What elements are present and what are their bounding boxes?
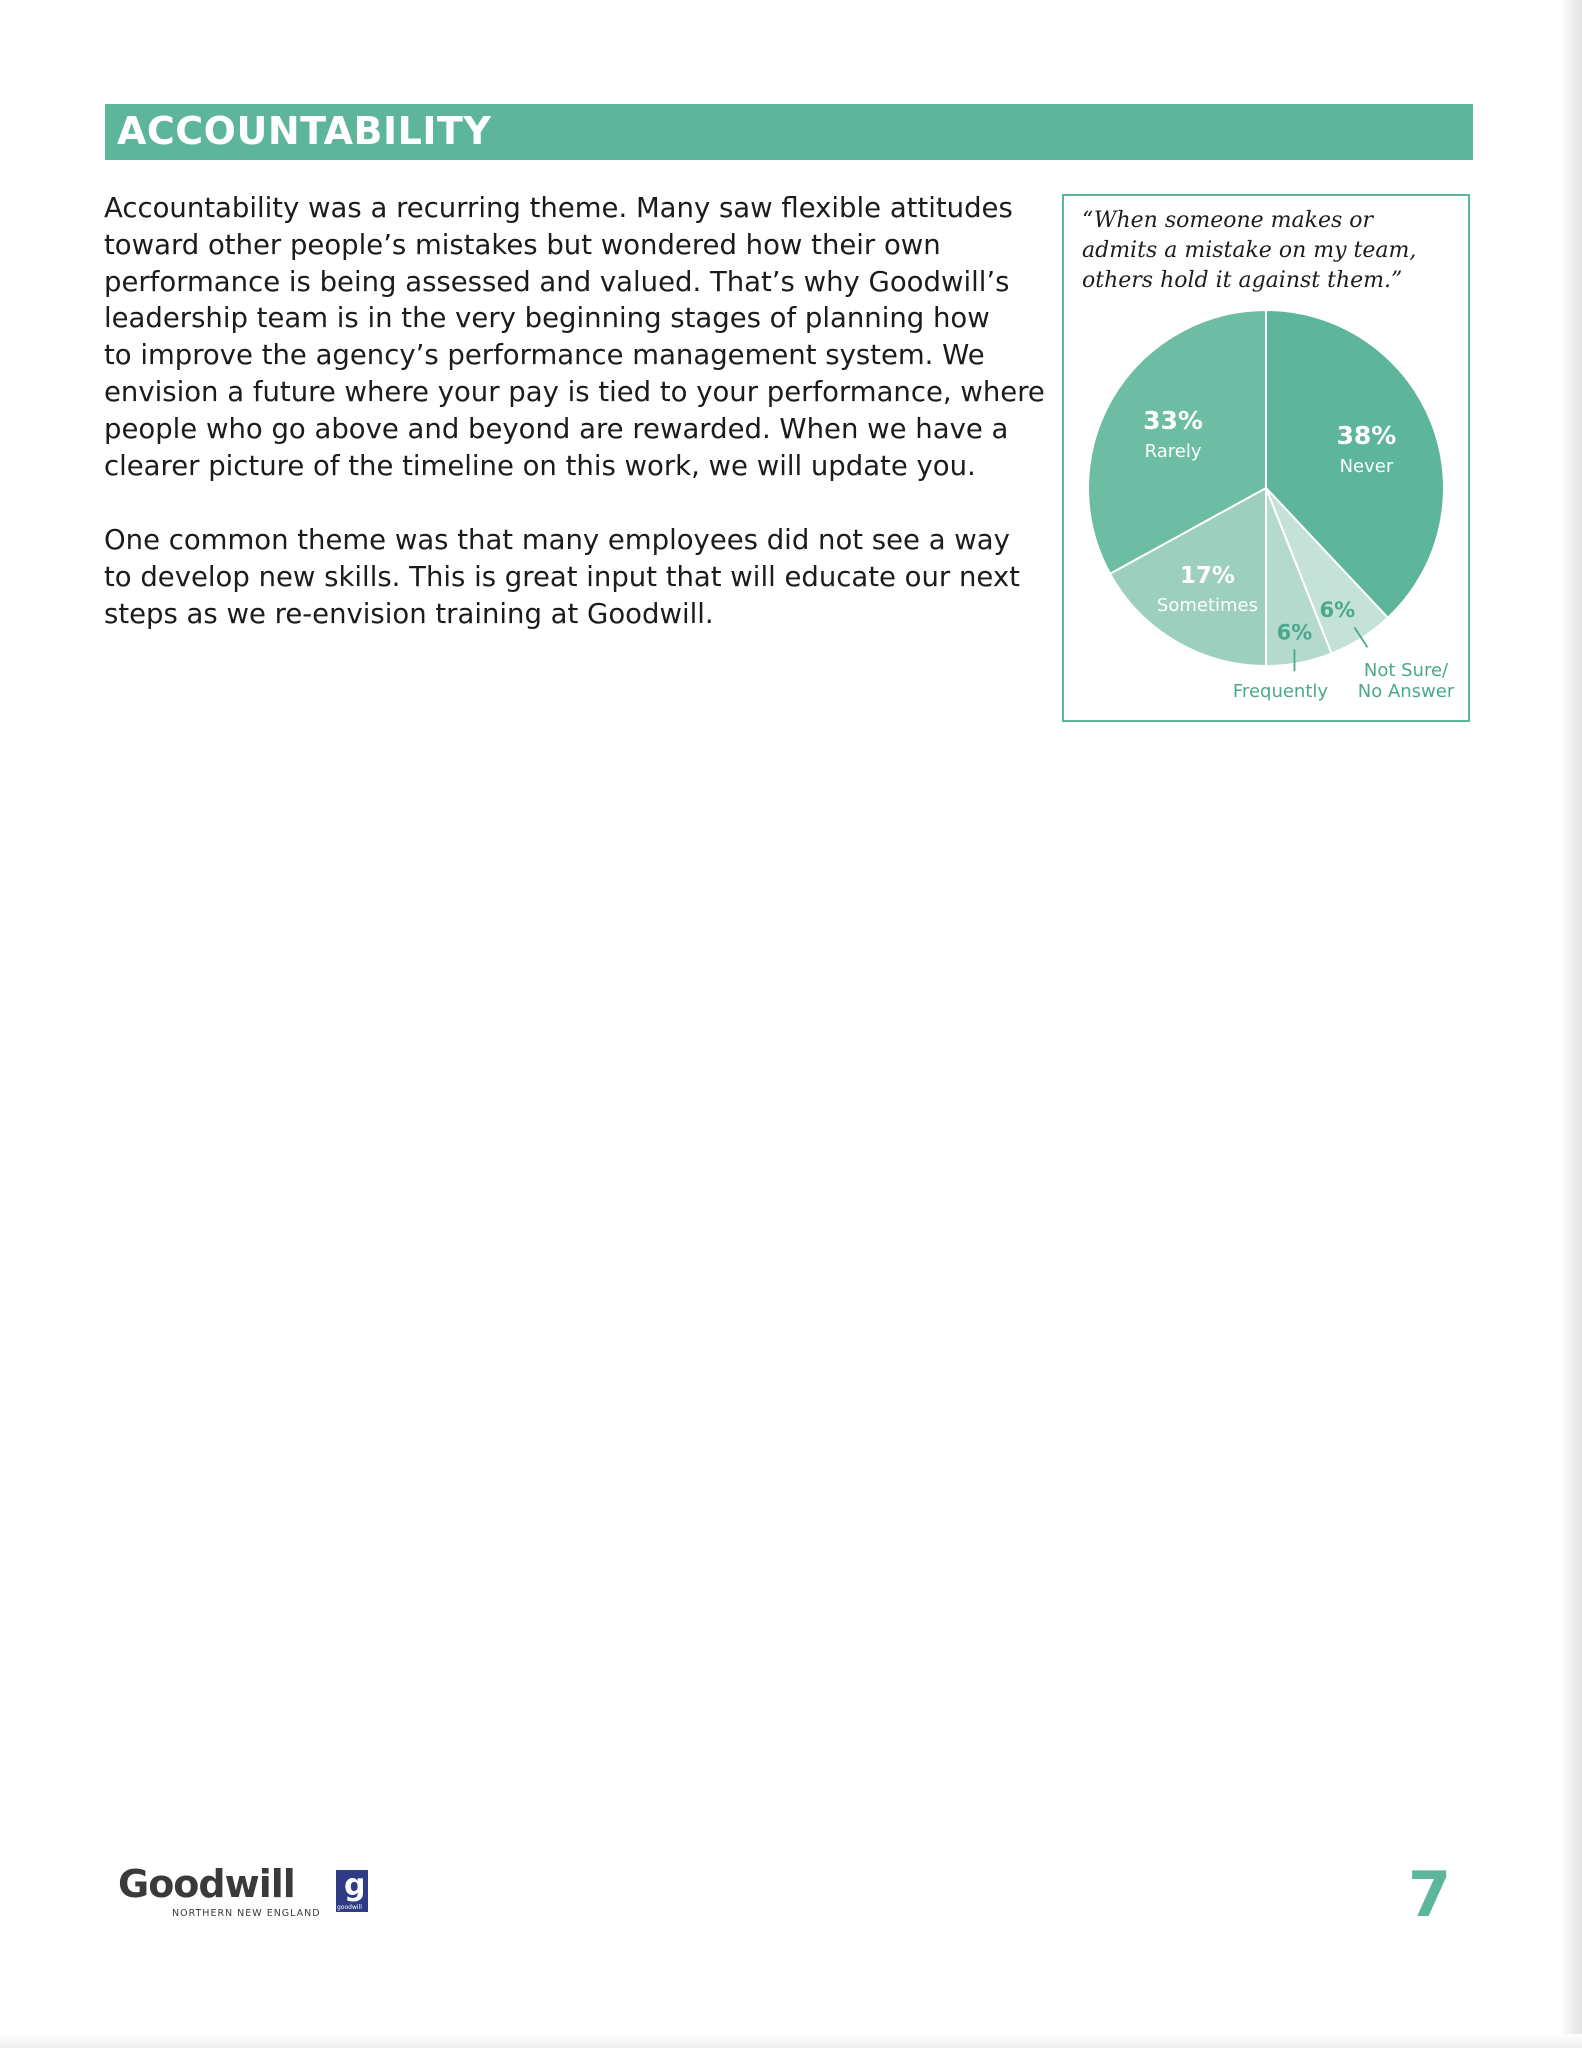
pie-chart: [1064, 196, 1470, 722]
paragraph-line: clearer picture of the timeline on this work, we will update you.: [104, 449, 976, 482]
pie-chart-panel: [1062, 194, 1470, 722]
chart-title-line: “When someone makes or: [1082, 208, 1374, 233]
slice-percent-rarely: 33%: [1143, 406, 1203, 436]
slice-label-sometimes: Sometimes: [1156, 594, 1259, 616]
section-title: ACCOUNTABILITY: [117, 109, 492, 153]
page-bottom-shadow: [0, 2034, 1582, 2048]
paragraph-line: toward other people’s mistakes but wondered how their own: [104, 228, 941, 261]
slice-percent-not-sure-no-answer: 6%: [1319, 597, 1356, 622]
logo-tagline: NORTHERN NEW ENGLAND: [172, 1908, 321, 1919]
chart-title-line: admits a mistake on my team,: [1082, 238, 1417, 263]
paragraph-line: leadership team is in the very beginning stages of planning how: [104, 302, 990, 335]
paragraph-line: people who go above and beyond are rewarded. When we have a: [104, 412, 1009, 445]
body-paragraph-1: [104, 190, 1049, 484]
paragraph-line: steps as we re-envision training at Goodwill.: [104, 597, 714, 630]
slice-label-never: Never: [1339, 456, 1394, 478]
paragraph-line: Accountability was a recurring theme. Many saw flexible attitudes: [104, 192, 1013, 224]
slice-label-not-sure-no-answer-line-2: No Answer: [1357, 681, 1455, 702]
slice-percent-frequently: 6%: [1276, 620, 1313, 645]
body-paragraph-2: [104, 522, 1049, 632]
page-number: 7: [1408, 1858, 1452, 1931]
slice-percent-never: 38%: [1336, 421, 1397, 451]
slice-label-frequently: Frequently: [1232, 681, 1329, 702]
section-header-bar: [105, 104, 1473, 160]
paragraph-line: One common theme was that many employees did not see a way: [104, 524, 1010, 556]
goodwill-logo: [118, 1862, 378, 1922]
chart-title-line: others hold it against them.”: [1082, 268, 1403, 293]
paragraph-line: to improve the agency’s performance management system. We: [104, 339, 985, 372]
slice-label-not-sure-no-answer-line-1: Not Sure/: [1363, 660, 1449, 681]
paragraph-line: performance is being assessed and valued. That’s why Goodwill’s: [104, 265, 1010, 298]
slice-percent-sometimes: 17%: [1179, 562, 1235, 589]
logo-g-icon: [336, 1870, 368, 1912]
logo-box-label: goodwill: [337, 1904, 362, 1911]
paragraph-line: to develop new skills. This is great input that will educate our next: [104, 560, 1020, 593]
paragraph-line: envision a future where your pay is tied to your performance, where: [104, 375, 1045, 408]
page-edge-shadow: [1560, 0, 1582, 2048]
logo-wordmark: Goodwill: [118, 1862, 295, 1906]
slice-label-rarely: Rarely: [1144, 441, 1202, 463]
logo-glyph: g: [344, 1868, 366, 1903]
